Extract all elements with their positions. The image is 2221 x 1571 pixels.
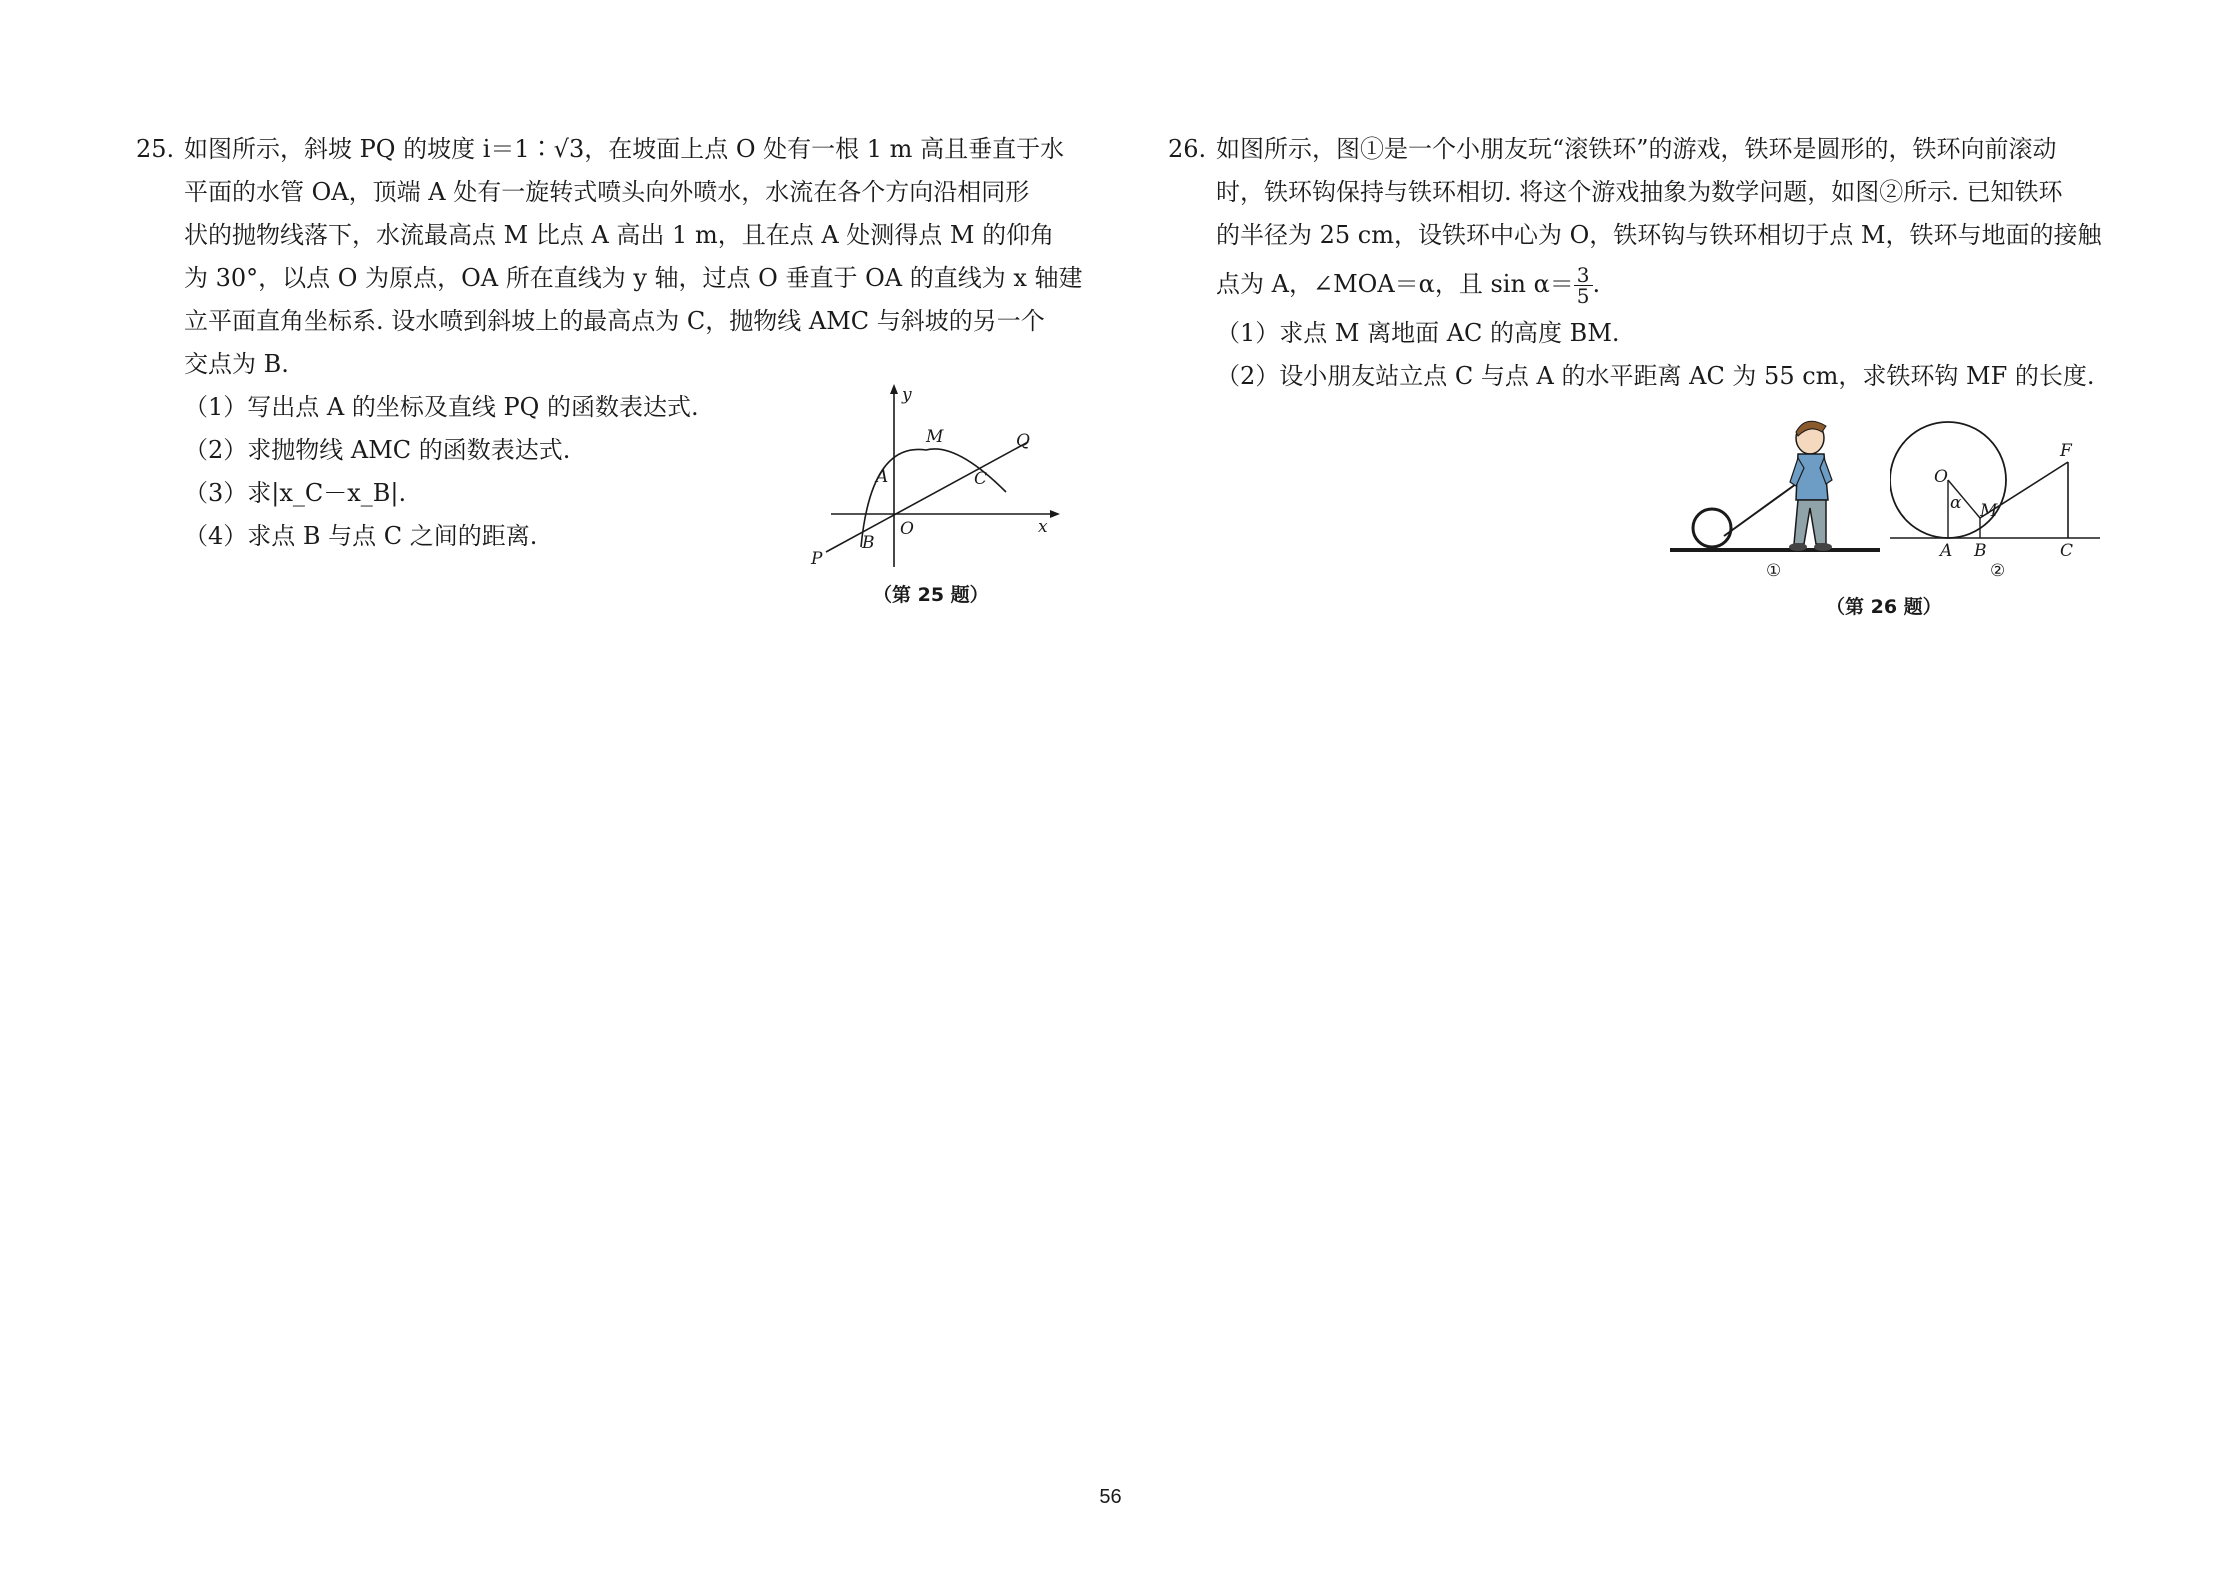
parabola-amc	[861, 449, 1006, 547]
hoop	[1693, 509, 1731, 547]
label-alpha: α	[1950, 493, 1962, 513]
figure-26-1	[1668, 408, 1898, 578]
y-axis-arrow	[890, 384, 898, 394]
stem-line: 状的抛物线落下，水流最高点 M 比点 A 高出 1 m，且在点 A 处测得点 M 的仰角	[184, 221, 1055, 249]
question-26-stem	[1168, 128, 2102, 312]
subquestion: （1）写出点 A 的坐标及直线 PQ 的函数表达式.	[184, 393, 699, 421]
label-c: C	[2060, 541, 2074, 561]
label-y: y	[902, 385, 912, 405]
label-figure-1: ①	[1766, 561, 1782, 578]
label-figure-2: ②	[1990, 561, 2006, 578]
question-number: 25.	[136, 135, 175, 163]
page-number: 56	[1099, 1486, 1122, 1508]
label-q: Q	[1016, 431, 1030, 451]
stem-line: 为 30°，以点 O 为原点，OA 所在直线为 y 轴，过点 O 垂直于 OA 的直线为 x 轴建	[184, 264, 1083, 292]
label-a: A	[876, 467, 889, 487]
subquestion: （4）求点 B 与点 C 之间的距离.	[184, 522, 538, 550]
label-a: A	[1940, 541, 1953, 561]
figure-25	[806, 382, 1066, 572]
label-c: C	[974, 469, 988, 489]
label-o: O	[1934, 467, 1948, 487]
stem-line: 立平面直角坐标系. 设水喷到斜坡上的最高点为 C，抛物线 AMC 与斜坡的另一个	[184, 307, 1045, 335]
stem-line: 如图所示，斜坡 PQ 的坡度 i＝1∶√3，在坡面上点 O 处有一根 1 m 高且垂直于水	[184, 135, 1065, 163]
question-number: 26.	[1168, 135, 1207, 163]
subquestion: （2）求抛物线 AMC 的函数表达式.	[184, 436, 571, 464]
label-p: P	[811, 549, 823, 569]
slope-line-pq	[826, 442, 1028, 552]
subquestion: （3）求|x_C－x_B|.	[184, 479, 407, 507]
stem-line: 时，铁环钩保持与铁环相切. 将这个游戏抽象为数学问题，如图②所示. 已知铁环	[1216, 178, 2063, 206]
label-x: x	[1038, 517, 1048, 537]
label-m: M	[926, 427, 944, 447]
figure-25-caption: （第 25 题）	[873, 584, 989, 606]
fraction-prefix: 点为 A，∠MOA＝α，且 sin α＝	[1216, 270, 1574, 298]
label-o: O	[900, 519, 914, 539]
label-m: M	[1980, 501, 1998, 521]
fraction-numerator: 3	[1574, 265, 1593, 286]
question-25-stem	[136, 128, 1083, 386]
x-axis-arrow	[1050, 510, 1060, 518]
subquestion: （2）设小朋友站立点 C 与点 A 的水平距离 AC 为 55 cm，求铁环钩 MF 的长度.	[1216, 362, 2095, 390]
stem-line: 交点为 B.	[184, 350, 289, 378]
child-figure	[1789, 421, 1832, 551]
stem-line: 如图所示，图①是一个小朋友玩“滚铁环”的游戏，铁环是圆形的，铁环向前滚动	[1216, 135, 2057, 163]
figure-26-caption: （第 26 题）	[1826, 596, 1942, 618]
stem-line: 的半径为 25 cm，设铁环中心为 O，铁环钩与铁环相切于点 M，铁环与地面的接触	[1216, 221, 2102, 249]
fraction	[1574, 265, 1593, 306]
label-b: B	[862, 533, 875, 553]
label-b: B	[1974, 541, 1987, 561]
figure-26-2	[1890, 412, 2102, 578]
hoop-hook	[1724, 484, 1796, 536]
fraction-denominator: 5	[1576, 284, 1590, 308]
fraction-suffix: .	[1592, 270, 1601, 298]
stem-line-with-fraction	[1216, 263, 2102, 306]
question-26	[1168, 128, 2102, 398]
subquestion: （1）求点 M 离地面 AC 的高度 BM.	[1216, 319, 1620, 347]
label-f: F	[2060, 441, 2072, 461]
stem-line: 平面的水管 OA，顶端 A 处有一旋转式喷头向外喷水，水流在各个方向沿相同形	[184, 178, 1030, 206]
